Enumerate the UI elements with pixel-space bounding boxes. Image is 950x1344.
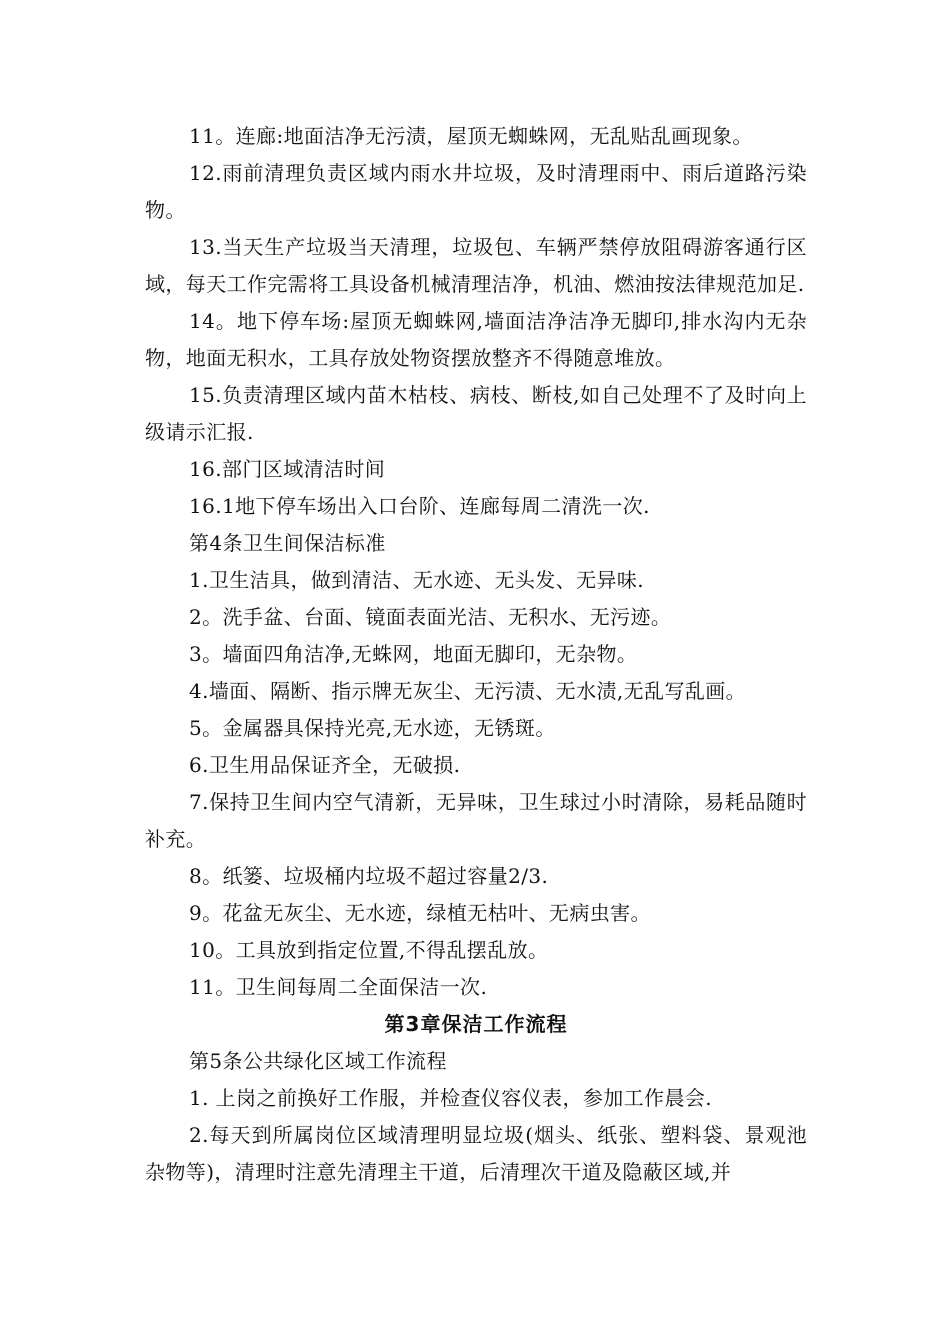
paragraph-16-1-schedule: 16.1地下停车场出入口台阶、连廊每周二清洗一次. (189, 494, 650, 518)
article-4-title: 第4条卫生间保洁标准 (189, 531, 386, 555)
restroom-item-7: 7.保持卫生间内空气清新，无异味，卫生球过小时清除，易耗品随时补充。 (145, 790, 807, 851)
document-page (145, 118, 807, 1191)
chapter-3-heading: 第3章保洁工作流程 (384, 1012, 568, 1036)
restroom-item-1: 1.卫生洁具，做到清洁、无水迹、无头发、无异味. (189, 568, 645, 592)
restroom-item-2: 2。洗手盆、台面、镜面表面光洁、无积水、无污迹。 (189, 605, 672, 629)
paragraph-16-schedule: 16.部门区域清洁时间 (189, 457, 386, 481)
restroom-item-10: 10。工具放到指定位置,不得乱摆乱放。 (189, 938, 549, 962)
paragraph-15-plants: 15.负责清理区域内苗木枯枝、病枝、断枝,如自己处理不了及时向上级请示汇报. (145, 383, 807, 444)
restroom-item-8: 8。纸篓、垃圾桶内垃圾不超过容量2/3. (189, 864, 549, 888)
restroom-item-11: 11。卫生间每周二全面保洁一次. (189, 975, 488, 999)
restroom-item-4: 4.墙面、隔断、指示牌无灰尘、无污渍、无水渍,无乱写乱画。 (189, 679, 747, 703)
restroom-item-3: 3。墙面四角洁净,无蛛网，地面无脚印，无杂物。 (189, 642, 638, 666)
paragraph-11-corridor: 11。连廊:地面洁净无污渍，屋顶无蜘蛛网，无乱贴乱画现象。 (189, 124, 753, 148)
greening-step-1: 1. 上岗之前换好工作服，并检查仪容仪表，参加工作晨会. (189, 1086, 712, 1110)
restroom-item-6: 6.卫生用品保证齐全，无破损. (189, 753, 461, 777)
paragraph-13-daily-waste: 13.当天生产垃圾当天清理，垃圾包、车辆严禁停放阻碍游客通行区域，每天工作完需将工具设备机械清理洁净，机油、燃油按法律规范加足. (145, 235, 807, 296)
restroom-item-5: 5。金属器具保持光亮,无水迹，无锈斑。 (189, 716, 556, 740)
article-5-title: 第5条公共绿化区域工作流程 (189, 1049, 447, 1073)
paragraph-12-rain: 12.雨前清理负责区域内雨水井垃圾，及时清理雨中、雨后道路污染物。 (145, 161, 807, 222)
greening-step-2: 2.每天到所属岗位区域清理明显垃圾(烟头、纸张、塑料袋、景观池杂物等)，清理时注意先清理主干道，后清理次干道及隐蔽区域,并 (145, 1123, 807, 1184)
restroom-item-9: 9。花盆无灰尘、无水迹，绿植无枯叶、无病虫害。 (189, 901, 651, 925)
paragraph-14-parking: 14。地下停车场:屋顶无蜘蛛网,墙面洁净洁净无脚印,排水沟内无杂物，地面无积水，工具存放处物资摆放整齐不得随意堆放。 (145, 309, 807, 370)
